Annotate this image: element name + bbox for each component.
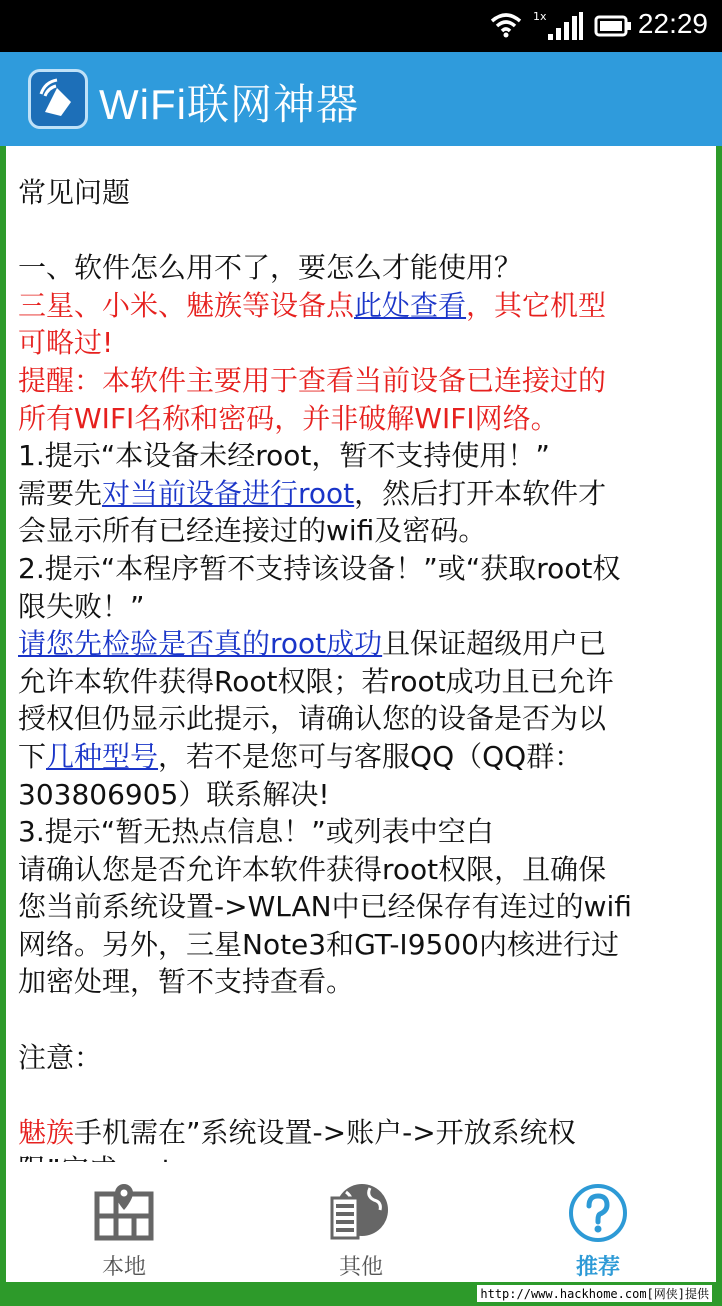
tab-local[interactable] (6, 1162, 242, 1282)
item2-title: 2.提示“本程序暂不支持该设备！”或“获取root权 (18, 551, 621, 585)
item3-line: 请确认您是否允许本软件获得root权限，且确保 (18, 852, 607, 886)
tab-local-label: 本地 (101, 1255, 146, 1280)
watermark-bar (0, 1282, 722, 1306)
question-icon (567, 1182, 629, 1244)
app-title: WiFi联网神器 (99, 81, 359, 128)
item3-line-4: 加密处理，暂不支持查看。 (18, 965, 355, 999)
q1-skip-note: 可略过! (18, 326, 114, 360)
item3-line-3: 网络。另外，三星Note3和GT-I9500内核进行过 (18, 927, 619, 961)
map-icon (94, 1182, 154, 1240)
item1-line: 需要先对当前设备进行root，然后打开本软件才 (18, 476, 607, 510)
battery-icon (594, 15, 632, 37)
tab-other-label: 其他 (338, 1255, 383, 1280)
tab-other[interactable] (243, 1162, 479, 1282)
wifi-icon (490, 12, 522, 38)
item3-title: 3.提示“暂无热点信息！”或列表中空白 (18, 815, 494, 849)
item2-line-4: 下几种型号，若不是您可与客服QQ（QQ群： (18, 739, 583, 773)
signal-icon (548, 12, 584, 42)
item2-line-5: 303806905）联系解决! (18, 777, 330, 811)
item1-line-2: 会显示所有已经连接过的wifi及密码。 (18, 514, 487, 548)
app-bar (0, 52, 722, 146)
q1-devices-line: 三星、小米、魅族等设备点此处查看，其它机型 (18, 288, 607, 322)
reminder-line-1: 提醒：本软件主要用于查看当前设备已连接过的 (18, 363, 607, 397)
verify-root-link[interactable]: 请您先检验是否真的root成功 (18, 627, 383, 661)
faq-content[interactable] (6, 146, 716, 1162)
watermark-text: http://www.hackhome.com[网侠]提供 (477, 1285, 712, 1302)
device-models-link[interactable]: 几种型号 (46, 739, 159, 773)
tab-recommend[interactable] (480, 1162, 716, 1282)
item1-title: 1.提示“本设备未经root，暂不支持使用！” (18, 439, 550, 473)
note-heading: 注意： (18, 1040, 103, 1074)
tab-recommend-label: 推荐 (575, 1255, 620, 1280)
app-logo-icon[interactable] (28, 69, 88, 129)
view-here-link[interactable]: 此处查看 (354, 288, 467, 322)
item2-line-2: 允许本软件获得Root权限；若root成功且已允许 (18, 664, 614, 698)
faq-heading: 常见问题 (18, 176, 131, 209)
bottom-tab-bar (6, 1162, 716, 1282)
item2-title-2: 限失败！” (18, 589, 145, 623)
root-device-link[interactable]: 对当前设备进行root (102, 476, 355, 510)
q1-text: 一、软件怎么用不了，要怎么才能使用？ (18, 251, 523, 285)
item2-line-3: 授权但仍显示此提示，请确认您的设备是否为以 (18, 702, 607, 736)
note-line: 魅族手机需在”系统设置->账户->开放系统权 (18, 1115, 576, 1149)
clock: 22:29 (637, 8, 708, 39)
item3-line-2: 您当前系统设置->WLAN中已经保存有连过的wifi (18, 890, 632, 924)
globe-server-icon (330, 1182, 392, 1240)
sim-label: 1x (533, 10, 547, 23)
item2-line: 请您先检验是否真的root成功且保证超级用户已 (18, 627, 607, 661)
status-bar (0, 0, 722, 52)
reminder-line-2: 所有WIFI名称和密码，并非破解WIFI网络。 (18, 401, 559, 435)
